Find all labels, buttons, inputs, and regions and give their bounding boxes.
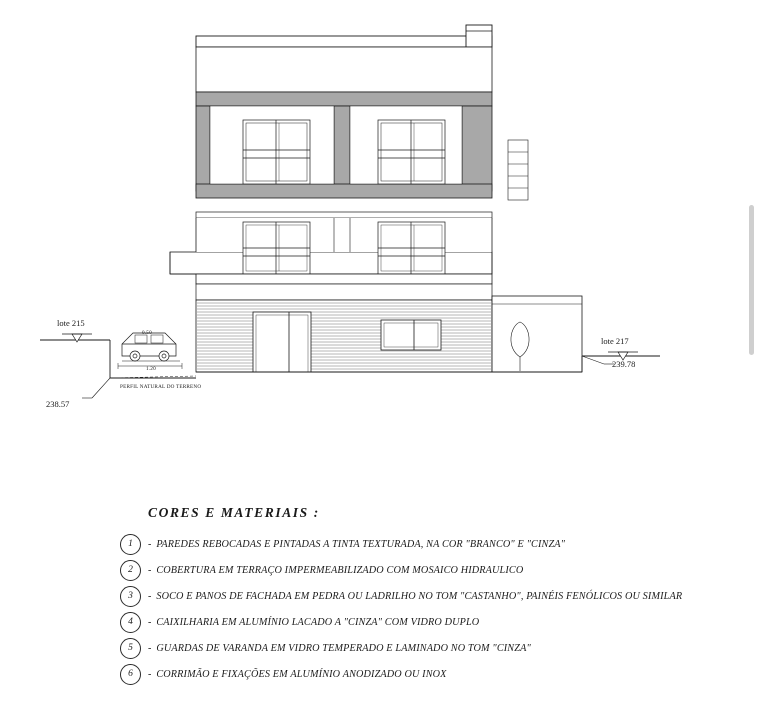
window-upper-right [378, 120, 445, 184]
label-level-239: 239.78 [612, 359, 636, 369]
legend-item-1 [120, 535, 720, 553]
level-marker-left [62, 334, 92, 342]
legend-item-4 [120, 613, 720, 631]
label-lote-215: lote 215 [57, 318, 85, 328]
legend-number: 2 [120, 560, 141, 581]
label-lote-217: lote 217 [601, 336, 629, 346]
legend-dash: - [148, 590, 152, 602]
legend-text: GUARDAS DE VARANDA EM VIDRO TEMPERADO E LAMINADO NO TOM "CINZA" [156, 642, 531, 654]
legend-dash: - [148, 564, 152, 576]
entrance-door [253, 312, 311, 372]
legend-dash: - [148, 616, 152, 628]
legend-dash: - [148, 642, 152, 654]
right-stair-guard [508, 140, 528, 200]
label-car-dim: 0.50 [142, 330, 152, 336]
legend-number: 6 [120, 664, 141, 685]
legend-number: 5 [120, 638, 141, 659]
label-ground-profile: PERFIL NATURAL DO TERRENO [120, 384, 202, 390]
page-scrollbar[interactable] [749, 205, 754, 355]
legend-item-6 [120, 665, 720, 683]
legend-number: 4 [120, 612, 141, 633]
legend-text: PAREDES REBOCADAS E PINTADAS A TINTA TEXTURADA, NA COR "BRANCO" E "CINZA" [156, 538, 566, 550]
upper-floor [196, 47, 492, 198]
legend-text: SOCO E PANOS DE FACHADA EM PEDRA OU LADRILHO NO TOM "CASTANHO", PAINÉIS FENÓLICOS OU SIMILAR [156, 590, 683, 602]
window-upper-left [243, 120, 310, 184]
legend-item-5 [120, 639, 720, 657]
legend-text: CAIXILHARIA EM ALUMÍNIO LACADO A "CINZA" COM VIDRO DUPLO [156, 616, 480, 628]
legend-number: 1 [120, 534, 141, 555]
window-ground-right [381, 320, 441, 350]
legend-number: 3 [120, 586, 141, 607]
legend-item-2 [120, 561, 720, 579]
legend-item-3 [120, 587, 720, 605]
window-middle-right [378, 222, 445, 274]
legend-text: COBERTURA EM TERRAÇO IMPERMEABILIZADO COM MOSAICO HIDRAULICO [156, 564, 524, 576]
legend-dash: - [148, 668, 152, 680]
label-car-dim2: 1.20 [146, 366, 156, 372]
legend-title: CORES E MATERIAIS : [148, 505, 320, 520]
chimney [466, 25, 492, 47]
car-elevation [122, 333, 180, 361]
legend-dash: - [148, 538, 152, 550]
legend-text: CORRIMÃO E FIXAÇÕES EM ALUMÍNIO ANODIZADO OU INOX [156, 668, 447, 680]
materials-legend [120, 505, 720, 691]
window-middle-left [243, 222, 310, 274]
label-level-238: 238.57 [46, 399, 70, 409]
roof-parapet [196, 36, 492, 47]
